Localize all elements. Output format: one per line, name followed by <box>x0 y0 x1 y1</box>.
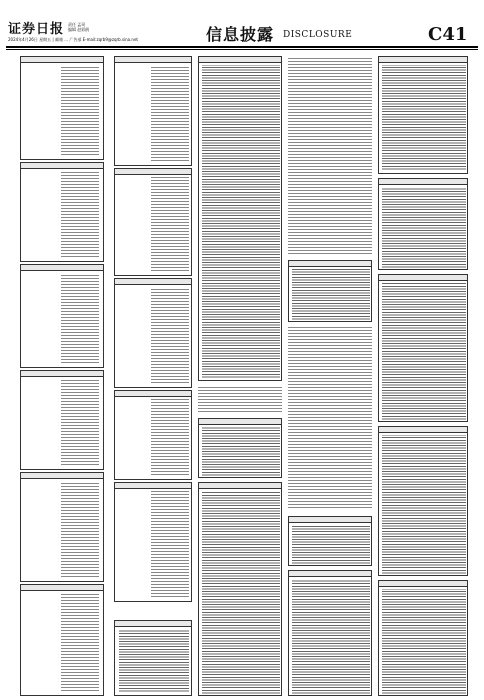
announcement-text-2 <box>288 326 372 510</box>
shareholder-table-9 <box>114 278 192 388</box>
table-header <box>199 419 281 425</box>
shareholder-table-6 <box>20 584 104 696</box>
summary-table <box>114 620 192 696</box>
table-body-text <box>61 65 99 157</box>
financial-table-b <box>198 418 282 478</box>
table-body-text <box>151 491 189 599</box>
table-header <box>199 483 281 489</box>
shareholder-table-4 <box>20 370 104 470</box>
financial-table-c <box>198 482 282 696</box>
column-5 <box>378 56 468 696</box>
table-body-text <box>202 427 280 477</box>
shareholder-table-3 <box>20 264 104 368</box>
section-title-en: DISCLOSURE <box>283 30 353 40</box>
table-header <box>21 57 103 63</box>
table-header <box>379 581 467 587</box>
table-body-text <box>292 269 370 321</box>
table-body-text <box>151 65 189 163</box>
table-header <box>21 371 103 377</box>
balance-table <box>378 56 468 174</box>
table-body-text <box>119 629 189 693</box>
shareholder-table-11 <box>114 482 192 602</box>
equity-table <box>378 426 468 576</box>
table-header <box>21 163 103 169</box>
table-header <box>289 517 371 523</box>
header-rule <box>6 46 478 48</box>
table-header <box>115 483 191 489</box>
table-header <box>379 57 467 63</box>
table-header <box>115 279 191 285</box>
masthead <box>0 0 484 48</box>
notes-table <box>378 580 468 696</box>
table-body-text <box>61 481 99 579</box>
announcement-text <box>288 56 372 256</box>
table-body-text <box>151 177 189 273</box>
table-header <box>115 391 191 397</box>
table-body-text <box>382 283 466 421</box>
table-header <box>289 571 371 577</box>
column-3 <box>198 56 282 696</box>
column-1 <box>20 56 104 696</box>
table-body-text <box>382 65 466 171</box>
table-header <box>21 585 103 591</box>
date-line: 2024年4月26日 星期五 | 邮箱 ... 广告部 E-mail:zqrb9@zqrb.sina.net <box>8 37 138 42</box>
table-header <box>289 261 371 267</box>
editor-info <box>68 22 188 32</box>
shareholder-table-8 <box>114 168 192 276</box>
financial-table-a <box>198 56 282 381</box>
table-body-text <box>61 171 99 259</box>
newspaper-logo: 证券日报 <box>8 22 65 37</box>
shareholder-table-7 <box>114 56 192 166</box>
section-title: 信息披露 <box>206 25 275 44</box>
cashflow-table <box>378 274 468 422</box>
table-body-text <box>202 65 280 379</box>
table-header <box>199 57 281 63</box>
table-body-text <box>61 273 99 365</box>
table-header <box>21 265 103 271</box>
shareholder-table-5 <box>20 472 104 582</box>
shareholder-table-1 <box>20 56 104 160</box>
table-header <box>21 473 103 479</box>
editor-line-1: 责任 孟珂 <box>68 22 86 27</box>
table-header <box>379 275 467 281</box>
table-header <box>379 427 467 433</box>
table-header <box>115 169 191 175</box>
table-body-text <box>382 187 466 269</box>
header-rule-thin <box>6 49 478 50</box>
table-header <box>379 179 467 185</box>
table-header <box>115 57 191 63</box>
column-4 <box>288 56 372 696</box>
table-body-text <box>202 491 280 695</box>
table-body-text <box>382 435 466 575</box>
editor-line-2: 编辑 赵彩鹃 <box>68 27 90 32</box>
table-body-text <box>292 579 370 695</box>
table-body-text <box>151 287 189 385</box>
data-table-e <box>288 516 372 566</box>
table-body-text <box>151 399 189 477</box>
paragraph-text <box>198 386 282 414</box>
data-table-d <box>288 260 372 322</box>
table-body-text <box>61 379 99 467</box>
table-body-text <box>61 593 99 693</box>
table-header <box>115 621 191 627</box>
table-body-text <box>382 589 466 695</box>
shareholder-table-2 <box>20 162 104 262</box>
column-2 <box>114 56 192 696</box>
income-table <box>378 178 468 270</box>
table-body-text <box>292 525 370 565</box>
data-table-f <box>288 570 372 696</box>
page-number: C41 <box>428 24 468 45</box>
shareholder-table-10 <box>114 390 192 480</box>
